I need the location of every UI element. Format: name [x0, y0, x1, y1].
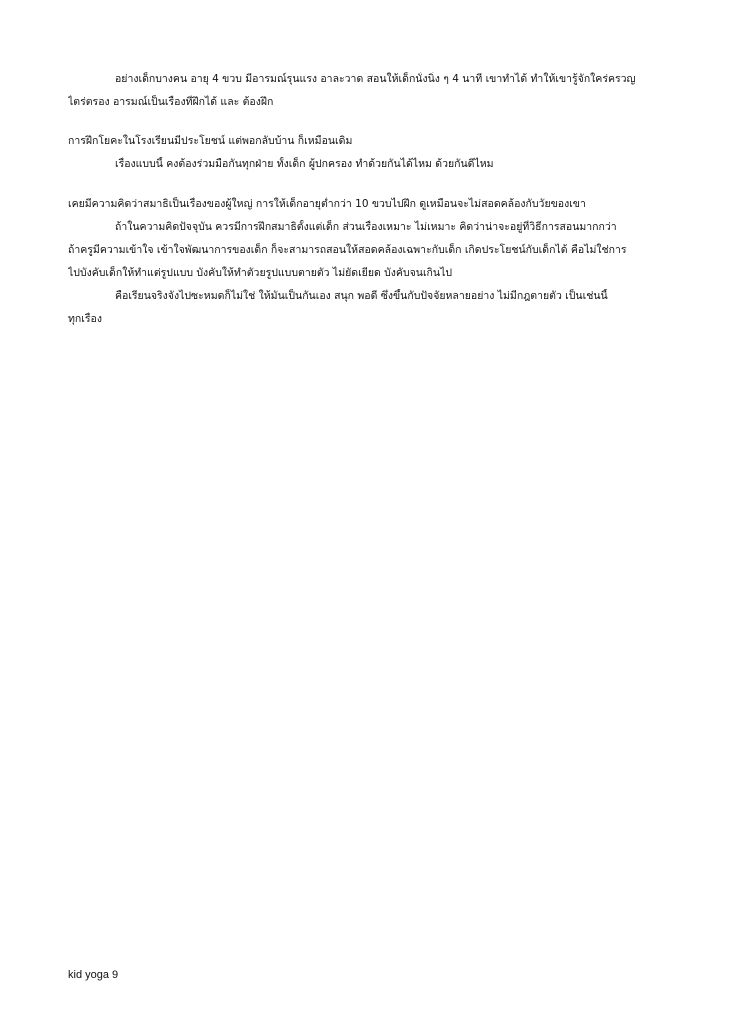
paragraph-line: ถ้าในความคิดปัจจุบัน ควรมีการฝึกสมาธิตั้งแต่เด็ก ส่วนเรื่องเหมาะ ไม่เหมาะ คิดว่าน่าจะอยู่ที่วิธีการสอนมากกว่า	[115, 221, 617, 233]
paragraph-line: การฝึกโยคะในโรงเรียนมีประโยชน์ แต่พอกลับบ้าน ก็เหมือนเดิม	[68, 135, 353, 147]
paragraph-line: ทุกเรื่อง	[68, 313, 102, 325]
paragraph-line: ไตร่ตรอง อารมณ์เป็นเรื่องที่ฝึกได้ และ ต้องฝึก	[68, 96, 274, 108]
paragraph-line: ไปบังคับเด็กให้ทำแต่รูปแบบ บังคับให้ทำตัวยรูปแบบตายตัว ไม่ยัดเยียด บังคับจนเกินไป	[68, 267, 453, 279]
paragraph-line: ถ้าครูมีความเข้าใจ เข้าใจพัฒนาการของเด็ก ก็จะสามารถสอนให้สอดคล้องเฉพาะกับเด็ก เกิดประโยชน์กับเด็กได้ คือไม่ใช่การ	[68, 244, 627, 256]
paragraph-line: คือเรียนจริงจังไปซะหมดก็ไม่ใช่ ให้มันเป็นกันเอง สนุก พอดี ซึ่งขึ้นกับปัจจัยหลายอย่าง ไม่มีกฎตายตัว เป็นเช่นนี้	[115, 290, 608, 302]
paragraph-line: เคยมีความคิดว่าสมาธิเป็นเรื่องของผู้ใหญ่ การให้เด็กอายุต่ำกว่า 10 ขวบไปฝึก ดูเหมือนจะไม่สอดคล้องกับวัยของเขา	[68, 198, 586, 210]
page-footer: kid yoga 9	[68, 969, 119, 981]
paragraph-line: อย่างเด็กบางคน อายุ 4 ขวบ มีอารมณ์รุนแรง อาละวาด สอนให้เด็กนั่งนิ่ง ๆ 4 นาที เขาทำได้ ทำให้เขารู้จักใคร่ครวญ	[115, 73, 636, 85]
paragraph-line: เรื่องแบบนี้ คงต้องร่วมมือกันทุกฝ่าย ทั้งเด็ก ผู้ปกครอง ทำด้วยกันได้ไหม ด้วยกันดีไหม	[115, 158, 494, 170]
